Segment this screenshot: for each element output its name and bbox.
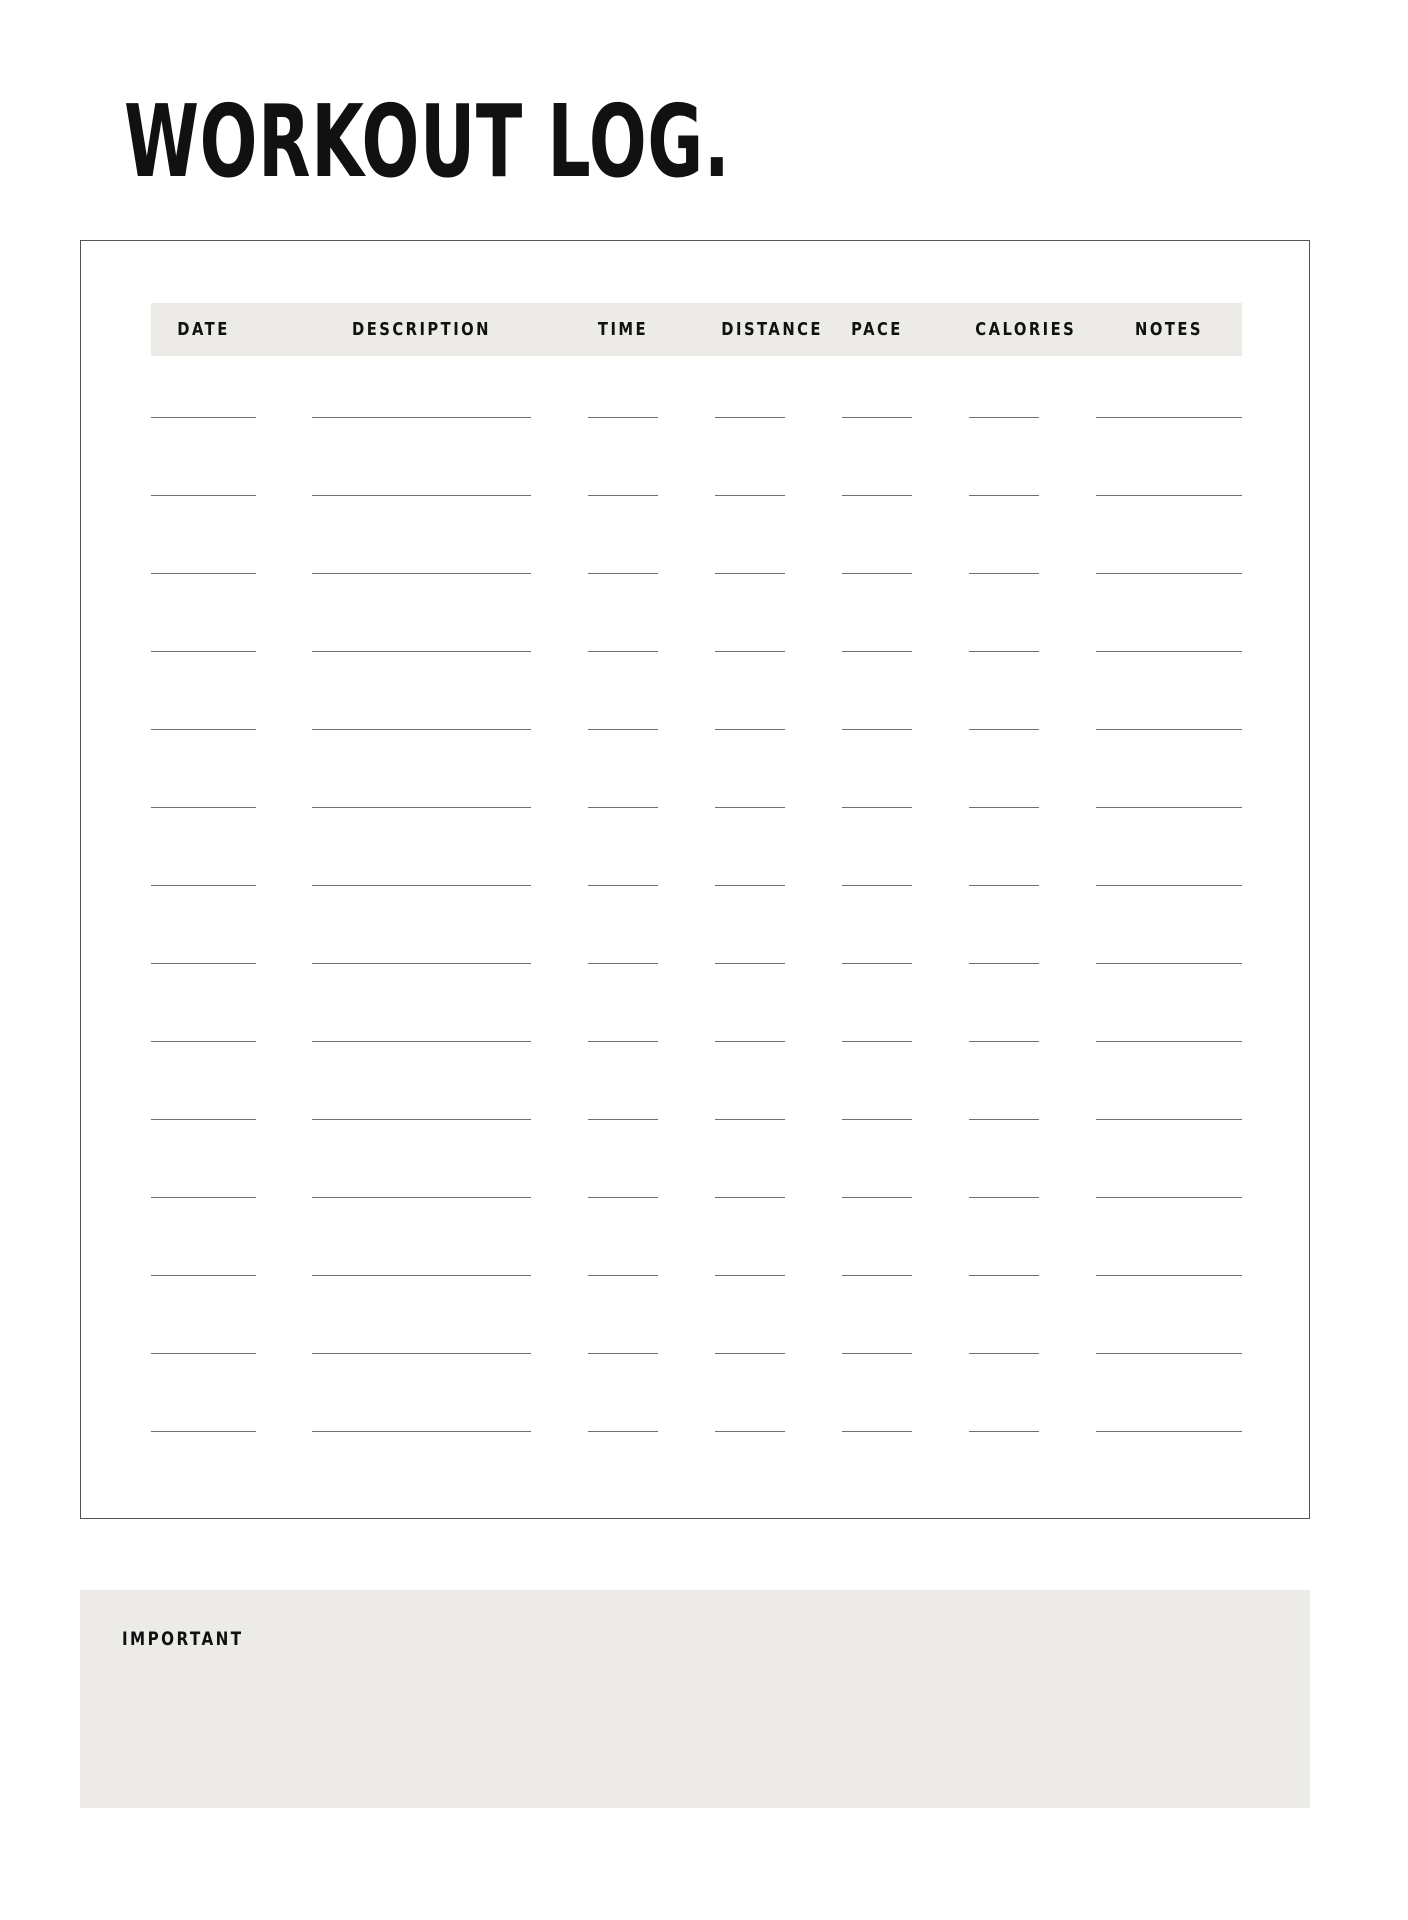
blank-distance-line[interactable] xyxy=(715,573,785,574)
blank-calories-line[interactable] xyxy=(969,885,1039,886)
column-header-date: DATE xyxy=(177,319,230,340)
workout-log-table xyxy=(80,240,1310,1519)
blank-pace-line[interactable] xyxy=(842,885,912,886)
blank-time-line[interactable] xyxy=(588,495,658,496)
blank-distance-line[interactable] xyxy=(715,1119,785,1120)
blank-pace-line[interactable] xyxy=(842,495,912,496)
blank-notes-line[interactable] xyxy=(1096,1275,1242,1276)
blank-notes-line[interactable] xyxy=(1096,729,1242,730)
blank-distance-line[interactable] xyxy=(715,963,785,964)
blank-notes-line[interactable] xyxy=(1096,1431,1242,1432)
blank-notes-line[interactable] xyxy=(1096,1119,1242,1120)
blank-time-line[interactable] xyxy=(588,1275,658,1276)
blank-date-line[interactable] xyxy=(151,1041,256,1042)
blank-date-line[interactable] xyxy=(151,885,256,886)
blank-calories-line[interactable] xyxy=(969,573,1039,574)
blank-date-line[interactable] xyxy=(151,1275,256,1276)
table-row xyxy=(81,1119,1309,1121)
blank-pace-line[interactable] xyxy=(842,1041,912,1042)
blank-time-line[interactable] xyxy=(588,729,658,730)
blank-distance-line[interactable] xyxy=(715,1041,785,1042)
blank-pace-line[interactable] xyxy=(842,651,912,652)
table-row xyxy=(81,417,1309,419)
table-row xyxy=(81,1353,1309,1355)
blank-time-line[interactable] xyxy=(588,1431,658,1432)
blank-notes-line[interactable] xyxy=(1096,573,1242,574)
table-row xyxy=(81,1275,1309,1277)
blank-pace-line[interactable] xyxy=(842,729,912,730)
blank-description-line[interactable] xyxy=(312,729,531,730)
blank-time-line[interactable] xyxy=(588,1119,658,1120)
table-row xyxy=(81,1431,1309,1433)
blank-distance-line[interactable] xyxy=(715,495,785,496)
blank-description-line[interactable] xyxy=(312,1275,531,1276)
blank-time-line[interactable] xyxy=(588,417,658,418)
column-header-distance: DISTANCE xyxy=(721,319,823,340)
blank-date-line[interactable] xyxy=(151,1431,256,1432)
blank-distance-line[interactable] xyxy=(715,417,785,418)
blank-date-line[interactable] xyxy=(151,1353,256,1354)
blank-time-line[interactable] xyxy=(588,651,658,652)
blank-description-line[interactable] xyxy=(312,963,531,964)
blank-calories-line[interactable] xyxy=(969,1353,1039,1354)
blank-notes-line[interactable] xyxy=(1096,1041,1242,1042)
blank-description-line[interactable] xyxy=(312,651,531,652)
blank-description-line[interactable] xyxy=(312,1197,531,1198)
blank-calories-line[interactable] xyxy=(969,963,1039,964)
blank-date-line[interactable] xyxy=(151,729,256,730)
blank-date-line[interactable] xyxy=(151,1197,256,1198)
blank-distance-line[interactable] xyxy=(715,651,785,652)
blank-notes-line[interactable] xyxy=(1096,651,1242,652)
blank-date-line[interactable] xyxy=(151,963,256,964)
blank-description-line[interactable] xyxy=(312,495,531,496)
blank-date-line[interactable] xyxy=(151,651,256,652)
blank-calories-line[interactable] xyxy=(969,1119,1039,1120)
blank-calories-line[interactable] xyxy=(969,1197,1039,1198)
blank-date-line[interactable] xyxy=(151,807,256,808)
blank-notes-line[interactable] xyxy=(1096,807,1242,808)
table-row xyxy=(81,729,1309,731)
column-header-calories: CALORIES xyxy=(975,319,1077,340)
blank-date-line[interactable] xyxy=(151,495,256,496)
table-row xyxy=(81,1197,1309,1199)
blank-calories-line[interactable] xyxy=(969,1275,1039,1276)
blank-notes-line[interactable] xyxy=(1096,1197,1242,1198)
table-header xyxy=(151,303,1242,356)
blank-calories-line[interactable] xyxy=(969,807,1039,808)
blank-pace-line[interactable] xyxy=(842,807,912,808)
column-header-pace: PACE xyxy=(851,319,903,340)
table-row xyxy=(81,1041,1309,1043)
blank-pace-line[interactable] xyxy=(842,1431,912,1432)
blank-time-line[interactable] xyxy=(588,1041,658,1042)
page-title: WORKOUT LOG. xyxy=(124,83,731,200)
blank-distance-line[interactable] xyxy=(715,729,785,730)
blank-distance-line[interactable] xyxy=(715,885,785,886)
table-row xyxy=(81,651,1309,653)
important-notes-box xyxy=(80,1590,1310,1808)
column-header-notes: NOTES xyxy=(1135,319,1203,340)
table-row xyxy=(81,573,1309,575)
table-row xyxy=(81,495,1309,497)
blank-distance-line[interactable] xyxy=(715,1353,785,1354)
blank-calories-line[interactable] xyxy=(969,1041,1039,1042)
blank-time-line[interactable] xyxy=(588,963,658,964)
blank-notes-line[interactable] xyxy=(1096,495,1242,496)
blank-distance-line[interactable] xyxy=(715,1275,785,1276)
blank-time-line[interactable] xyxy=(588,1197,658,1198)
blank-pace-line[interactable] xyxy=(842,573,912,574)
blank-pace-line[interactable] xyxy=(842,1119,912,1120)
blank-pace-line[interactable] xyxy=(842,1353,912,1354)
blank-description-line[interactable] xyxy=(312,885,531,886)
column-header-description: DESCRIPTION xyxy=(351,319,491,340)
table-row xyxy=(81,963,1309,965)
blank-description-line[interactable] xyxy=(312,807,531,808)
blank-date-line[interactable] xyxy=(151,417,256,418)
blank-distance-line[interactable] xyxy=(715,807,785,808)
blank-distance-line[interactable] xyxy=(715,1197,785,1198)
blank-time-line[interactable] xyxy=(588,573,658,574)
blank-notes-line[interactable] xyxy=(1096,885,1242,886)
blank-date-line[interactable] xyxy=(151,573,256,574)
blank-calories-line[interactable] xyxy=(969,651,1039,652)
blank-pace-line[interactable] xyxy=(842,1197,912,1198)
blank-pace-line[interactable] xyxy=(842,417,912,418)
column-header-time: TIME xyxy=(597,319,649,340)
blank-description-line[interactable] xyxy=(312,1041,531,1042)
blank-calories-line[interactable] xyxy=(969,729,1039,730)
blank-pace-line[interactable] xyxy=(842,963,912,964)
blank-description-line[interactable] xyxy=(312,1353,531,1354)
table-row xyxy=(81,885,1309,887)
blank-time-line[interactable] xyxy=(588,807,658,808)
blank-time-line[interactable] xyxy=(588,1353,658,1354)
blank-notes-line[interactable] xyxy=(1096,1353,1242,1354)
blank-notes-line[interactable] xyxy=(1096,417,1242,418)
blank-date-line[interactable] xyxy=(151,1119,256,1120)
blank-calories-line[interactable] xyxy=(969,417,1039,418)
blank-notes-line[interactable] xyxy=(1096,963,1242,964)
important-label: IMPORTANT xyxy=(122,1628,244,1650)
blank-pace-line[interactable] xyxy=(842,1275,912,1276)
table-row xyxy=(81,807,1309,809)
blank-description-line[interactable] xyxy=(312,417,531,418)
blank-description-line[interactable] xyxy=(312,1431,531,1432)
blank-description-line[interactable] xyxy=(312,1119,531,1120)
blank-calories-line[interactable] xyxy=(969,1431,1039,1432)
blank-calories-line[interactable] xyxy=(969,495,1039,496)
blank-description-line[interactable] xyxy=(312,573,531,574)
blank-distance-line[interactable] xyxy=(715,1431,785,1432)
blank-time-line[interactable] xyxy=(588,885,658,886)
